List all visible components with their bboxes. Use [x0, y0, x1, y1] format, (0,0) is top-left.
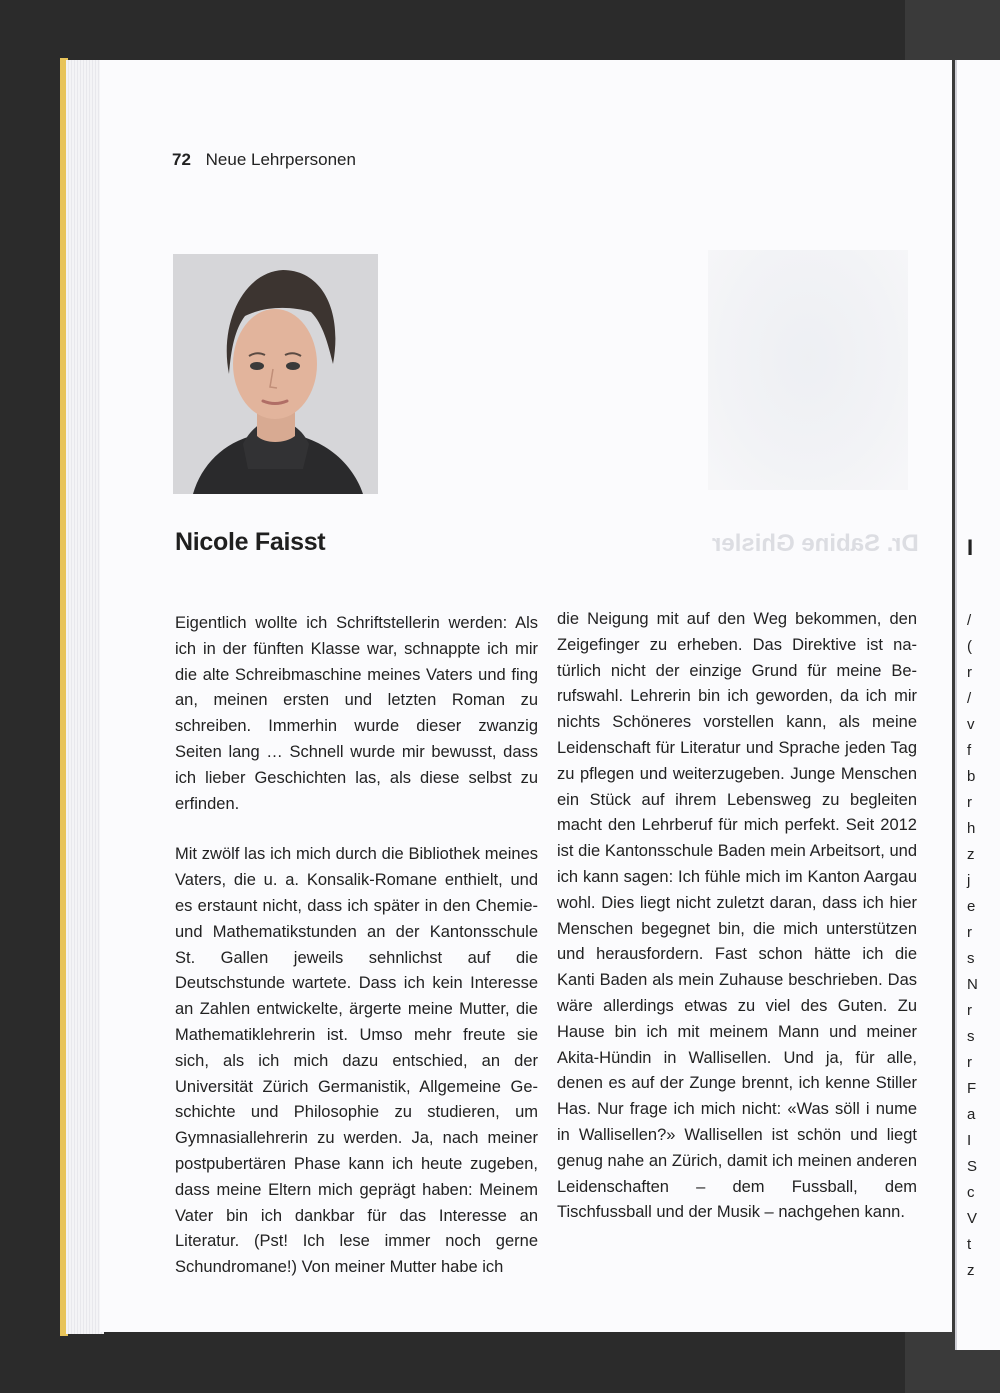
page-header — [172, 150, 356, 170]
right-page-letter: I — [967, 1132, 972, 1149]
right-page-letter: v — [967, 716, 975, 733]
paragraph: Mit zwölf las ich mich durch die Bibliothek meines Vaters, die u. a. Konsalik-Romane enthielt, und es erstaunt nicht, dass ich später in den Chemie- und Mathematikstunden an der Kantonsschule St. Gallen jeweils sehnlichst auf die Deutschstunde wartete. Dass ich kein Interesse an Zahlen entwickelte, ärgerte meine Mutter, die Mathematiklehrerin ist. Umso mehr freute sie sich, als ich mich dazu entschied, an der Universität Zürich Germanistik, Allgemeine Geschichte und Philosophie zu studieren, um Gymnasiallehrerin zu werden. Ja, nach meiner postpubertären Phase kann ich heute zugeben, dass meine Eltern mich geprägt haben: Meinem Vater bin ich dankbar für das Interesse an Literatur. (Pst! Ich lese immer noch gerne Schundromane!) Von meiner Mutter habe ich — [175, 845, 538, 1277]
right-page-letter: r — [967, 1054, 972, 1071]
right-page-letter: e — [967, 898, 976, 915]
person-name: Nicole Faisst — [175, 528, 326, 556]
portrait-illustration — [173, 254, 378, 494]
right-page-letter: / — [967, 690, 972, 707]
page-stack — [66, 60, 104, 1334]
right-page-letter: V — [967, 1210, 978, 1227]
right-page-letter: F — [967, 1080, 977, 1097]
section-title: Neue Lehrpersonen — [205, 150, 356, 169]
right-page-letter: f — [967, 742, 972, 759]
right-page-letter: z — [967, 1262, 975, 1279]
right-page-letter: s — [967, 1028, 975, 1045]
right-page-letter: j — [967, 872, 971, 889]
right-page-letter: h — [967, 820, 976, 837]
right-page-letter: I — [967, 535, 974, 560]
right-page-letter: N — [967, 976, 978, 993]
right-page-letter: b — [967, 768, 976, 785]
right-page-letter: r — [967, 664, 972, 681]
right-page-letter: r — [967, 924, 972, 941]
right-page-letter: r — [967, 794, 972, 811]
right-page-letter: ( — [967, 638, 972, 655]
paragraph: die Neigung mit auf den Weg bekommen, den Zeigefinger zu erheben. Das Direktive ist natürlich nicht der einzige Grund für meine Berufswahl. Lehrerin bin ich geworden, da ich mir nichts Schöneres vorstellen kann, als meine Leidenschaft für Literatur und Sprache jeden Tag zu pflegen und weiterzugeben. Junge Menschen ein Stück auf ihrem Lebensweg zu begleiten macht den Lehrberuf für mich perfekt. Seit 2012 ist die Kantonsschule Baden mein Arbeitsort, und ich kann sagen: Ich fühle mich im Kanton Aargau wohl. Dies liegt nicht zuletzt daran, dass ich hier Menschen begegnet bin, die mich unterstützen und herausfordern. Fast schon hätte ich die Kanti Baden als mein Zuhause beschrieben. Das wäre allerdings etwas zu viel des Guten. Zu Hause bin ich mit meinem Mann und meiner Akita-Hündin in Wallisellen. Und ja, für alle, denen es auf der Zunge brennt, ich kenne Stiller Has. Nur frage ich mich nicht: «Was söll i nume in Wallisellen?» Wallisellen ist schön und liegt genug nahe an Zürich, damit ich meinen anderen Leidenschaften – dem Fussball, dem Tischfussball und der Musik – nachgehen kann. — [557, 610, 917, 1222]
bleed-through-name: Dr. Sabine Ghisler — [712, 530, 919, 557]
right-page-letter: r — [967, 1002, 972, 1019]
right-page-letter: t — [967, 1236, 972, 1253]
right-page-letter: S — [967, 1158, 978, 1175]
text-column-left — [175, 611, 538, 1281]
right-page-letter: s — [967, 950, 975, 967]
text-column-right — [557, 607, 917, 1226]
right-page-letter: c — [967, 1184, 975, 1201]
portrait-photo-icon — [173, 254, 378, 494]
bleed-through-photo — [708, 250, 908, 490]
right-page-letter: z — [967, 846, 975, 863]
right-page-letter: a — [967, 1106, 976, 1123]
paragraph: Eigentlich wollte ich Schriftstellerin werden: Als ich in der fünften Klasse war, schnappte ich mir die alte Schreibmaschine meines Vaters und fing an, meinen ersten und letzten Roman zu schreiben. Immerhin wurde dieser zwanzig Seiten lang … Schnell wurde mir bewusst, dass ich lieber Geschichten las, als diese selbst zu erfinden. — [175, 614, 538, 813]
right-page-letter: / — [967, 612, 972, 629]
page-number: 72 — [172, 150, 191, 169]
right-page — [955, 60, 1000, 1350]
